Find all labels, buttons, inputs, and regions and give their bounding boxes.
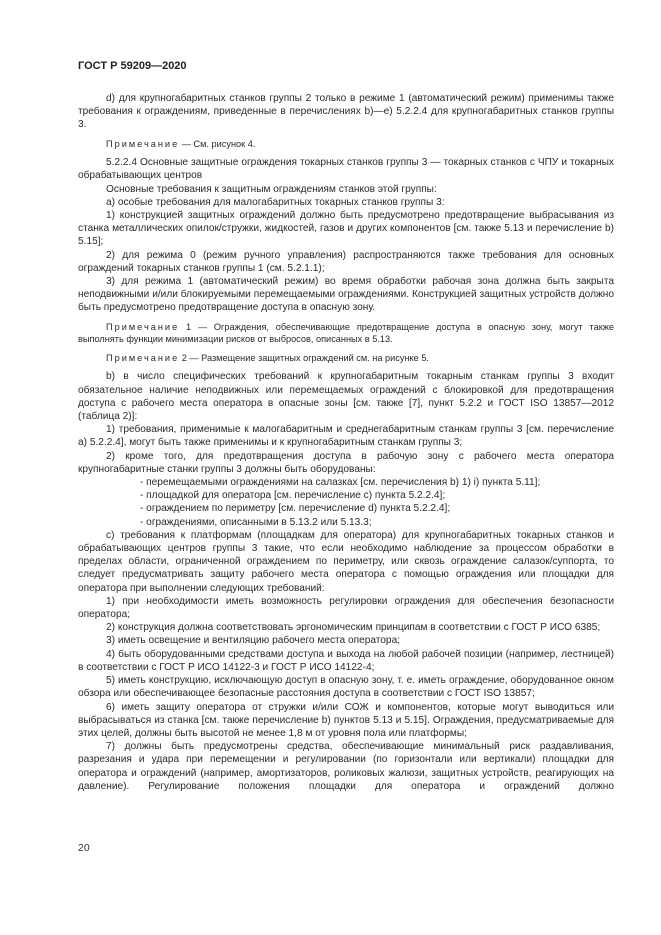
paragraph: 5) иметь конструкцию, исключающую доступ в опасную зону, т. е. иметь ограждение, оборудованное окном обзора или обеспечивающее безопасные расстояния доступа в соответствии с ГОСТ ISO 13857; — [78, 675, 614, 700]
paragraph: 2) для режима 0 (режим ручного управления) распространяются также требования для основных ограждений токарных станков группы 1 (см. 5.2.1.1); — [78, 249, 614, 274]
note-label: Примечание — [106, 138, 180, 149]
dash-list-item: - ограждением по периметру [см. перечисление d) пункта 5.2.2.4]; — [140, 503, 451, 515]
note-paragraph — [78, 321, 614, 346]
paragraph: 6) иметь защиту оператора от стружки и/или СОЖ и компонентов, которые могут выводиться или выбрасываться из станка [см. также перечисление b) пунктов 5.13 и 5.15]. Ограждения, предусматриваемые для этих целей, должны быть высотой не менее 1,8 м от уровня пола или платформы; — [78, 701, 614, 739]
dash-list-item: - перемещаемыми ограждениями на салазках [см. перечисления b) 1) i) пункта 5.11]; — [140, 477, 541, 489]
dash-list-item: - ограждениями, описанными в 5.13.2 или 5.13.3; — [140, 516, 372, 528]
paragraph: a) особые требования для малогабаритных токарных станков группы 3: — [106, 196, 445, 208]
paragraph: 1) требования, применимые к малогабаритным и среднегабаритным станкам группы 3 [см. перечисление а) 5.2.2.4], могут быть также применимы и к крупногабаритным станкам группы 3; — [78, 424, 614, 449]
dash-list-item: - площадкой для оператора [см. перечисление с) пункта 5.2.2.4]; — [140, 490, 446, 502]
note-label: Примечание — [106, 352, 180, 363]
page-header: ГОСТ Р 59209—2020 — [78, 60, 187, 72]
paragraph: 7) должны быть предусмотрены средства, обеспечивающие минимальный риск раздавливания, разрезания и удара при перемещении и регулировании (по горизонтали или вертикали) площадки для оператора и ограждений (например, амортизаторов, роликовых жалюзи, защитных устройств, реагирующих на давление). Регулирование положения площадки для оператора и ограждений должно — [78, 741, 614, 792]
paragraph: 3) для режима 1 (автоматический режим) во время обработки рабочая зона должна быть закрыта неподвижными и/или блокируемыми перемещаемыми ограждениями. Конструкцией защитных устройств должно быть предусмотрено предотвращение доступа в опасную зону. — [78, 276, 614, 314]
paragraph: 5.2.2.4 Основные защитные ограждения токарных станков группы 3 — токарных станков с ЧПУ и токарных обрабатывающих центров — [78, 157, 614, 182]
paragraph: 2) кроме того, для предотвращения доступа в рабочую зону с рабочего места оператора крупногабаритные станки группы 3 должны быть оборудованы: — [78, 450, 614, 475]
paragraph: b) в число специфических требований к крупногабаритным токарным станкам группы 3 входит обязательное наличие неподвижных или перемещаемых ограждений с блокировкой для предотвращения доступа с рабочего места оператора в опасные зоны [см. также [7], пункт 5.2.2 и ГОСТ ISO 13857—2012 (таблица 2)]: — [78, 371, 614, 423]
note-paragraph — [78, 352, 614, 365]
paragraph: d) для крупногабаритных станков группы 2 только в режиме 1 (автоматический режим) применимы также требования к ограждениям, приведенные в перечислениях b)—e) 5.2.2.4 для крупногабаритных станков группы 3. — [78, 93, 614, 131]
page-number: 20 — [78, 842, 90, 854]
paragraph: 3) иметь освещение и вентиляцию рабочего места оператора; — [106, 635, 401, 647]
document-body — [78, 92, 614, 793]
paragraph: 4) быть оборудованными средствами доступа и выхода на любой рабочей позиции (например, лестницей) в соответствии с ГОСТ Р ИСО 14122-3 и ГОСТ Р ИСО 14122-4; — [78, 648, 614, 673]
note-paragraph — [78, 138, 614, 151]
note-label: Примечание — [106, 321, 180, 332]
paragraph: 2) конструкция должна соответствовать эргономическим принципам в соответствии с ГОСТ Р ИСО 6385; — [106, 622, 601, 634]
paragraph: c) требования к платформам (площадкам для оператора) для крупногабаритных токарных станков и обрабатывающих центров группы 3 такие, что если необходимо наблюдение за процессом обработки в пределах области, ограниченной ограждением по периметру, или сквозь ограждение салазок/суппорта, то следует предусматривать защиту рабочего места оператора с помощью ограждения или площадки для оператора при выполнении следующих требований: — [78, 529, 614, 594]
paragraph: 1) конструкцией защитных ограждений должно быть предусмотрено предотвращение выбрасывания из станка металлических опилок/стружки, жидкостей, газов и других компонентов [см. также 5.13 и перечисление b) 5.15]; — [78, 210, 614, 248]
note-text: — См. рисунок 4. — [179, 138, 256, 149]
note-text: 1 — Ограждения, обеспечивающие предотвращение доступа в опасную зону, могут также выполнять функции минимизации рисков от выбросов, описанных в 5.13. — [78, 321, 614, 345]
note-text: 2 — Размещение защитных ограждений см. на рисунке 5. — [179, 352, 429, 363]
paragraph: 1) при необходимости иметь возможность регулировки ограждения для обеспечения безопасности оператора; — [78, 595, 614, 621]
paragraph: Основные требования к защитным ограждениям станков этой группы: — [106, 183, 437, 195]
